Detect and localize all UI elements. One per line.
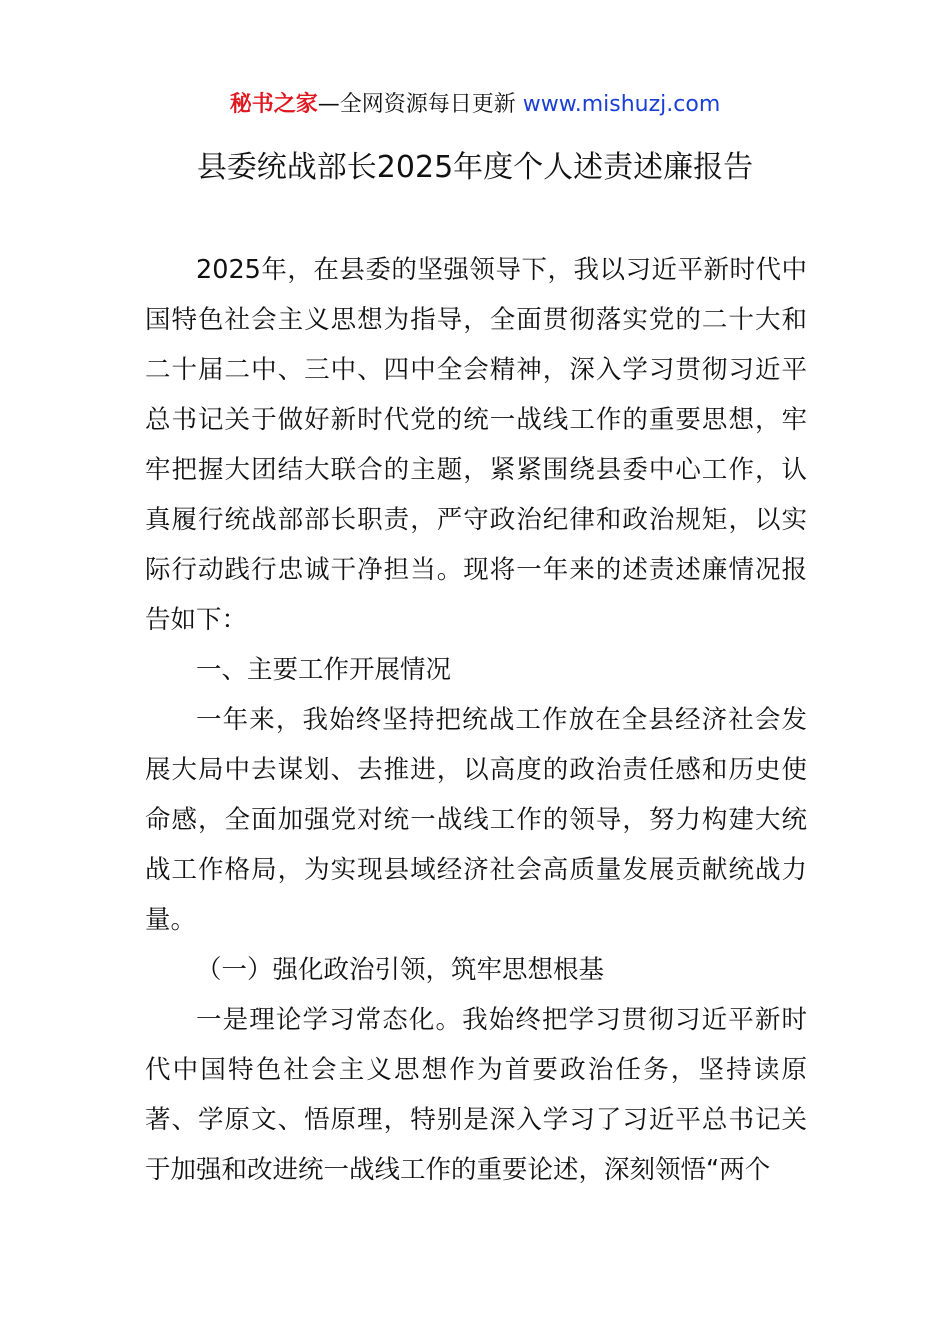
site-tagline: —全网资源每日更新 bbox=[317, 92, 523, 117]
subsection-paragraph: 一是理论学习常态化。我始终把学习贯彻习近平新时代中国特色社会主义思想作为首要政治任务，坚持读原著、学原文、悟原理，特别是深入学习了习近平总书记关于加强和改进统一战线工作的重要论述，深刻领悟“两个 bbox=[145, 1005, 807, 1185]
site-header bbox=[0, 88, 950, 122]
section-heading: 一、主要工作开展情况 bbox=[196, 655, 452, 685]
subsection-heading: （一）强化政治引领，筑牢思想根基 bbox=[196, 955, 605, 985]
section-paragraph: 一年来，我始终坚持把统战工作放在全县经济社会发展大局中去谋划、去推进，以高度的政治责任感和历史使命感，全面加强党对统一战线工作的领导，努力构建大统战工作格局，为实现县域经济社会高质量发展贡献统战力量。 bbox=[145, 705, 807, 935]
site-brand: 秘书之家 bbox=[229, 92, 318, 117]
intro-paragraph: 2025年，在县委的坚强领导下，我以习近平新时代中国特色社会主义思想为指导，全面贯彻落实党的二十大和二十届二中、三中、四中全会精神，深入学习贯彻习近平总书记关于做好新时代党的统一战线工作的重要思想，牢牢把握大团结大联合的主题，紧紧围绕县委中心工作，认真履行统战部部长职责，严守政治纪律和政治规矩，以实际行动践行忠诚干净担当。现将一年来的述责述廉情况报告如下： bbox=[145, 255, 807, 635]
site-url-link[interactable]: www.mishuzj.com bbox=[522, 92, 721, 117]
document-title: 县委统战部长2025年度个人述责述廉报告 bbox=[196, 150, 754, 185]
document-body bbox=[145, 245, 807, 1195]
